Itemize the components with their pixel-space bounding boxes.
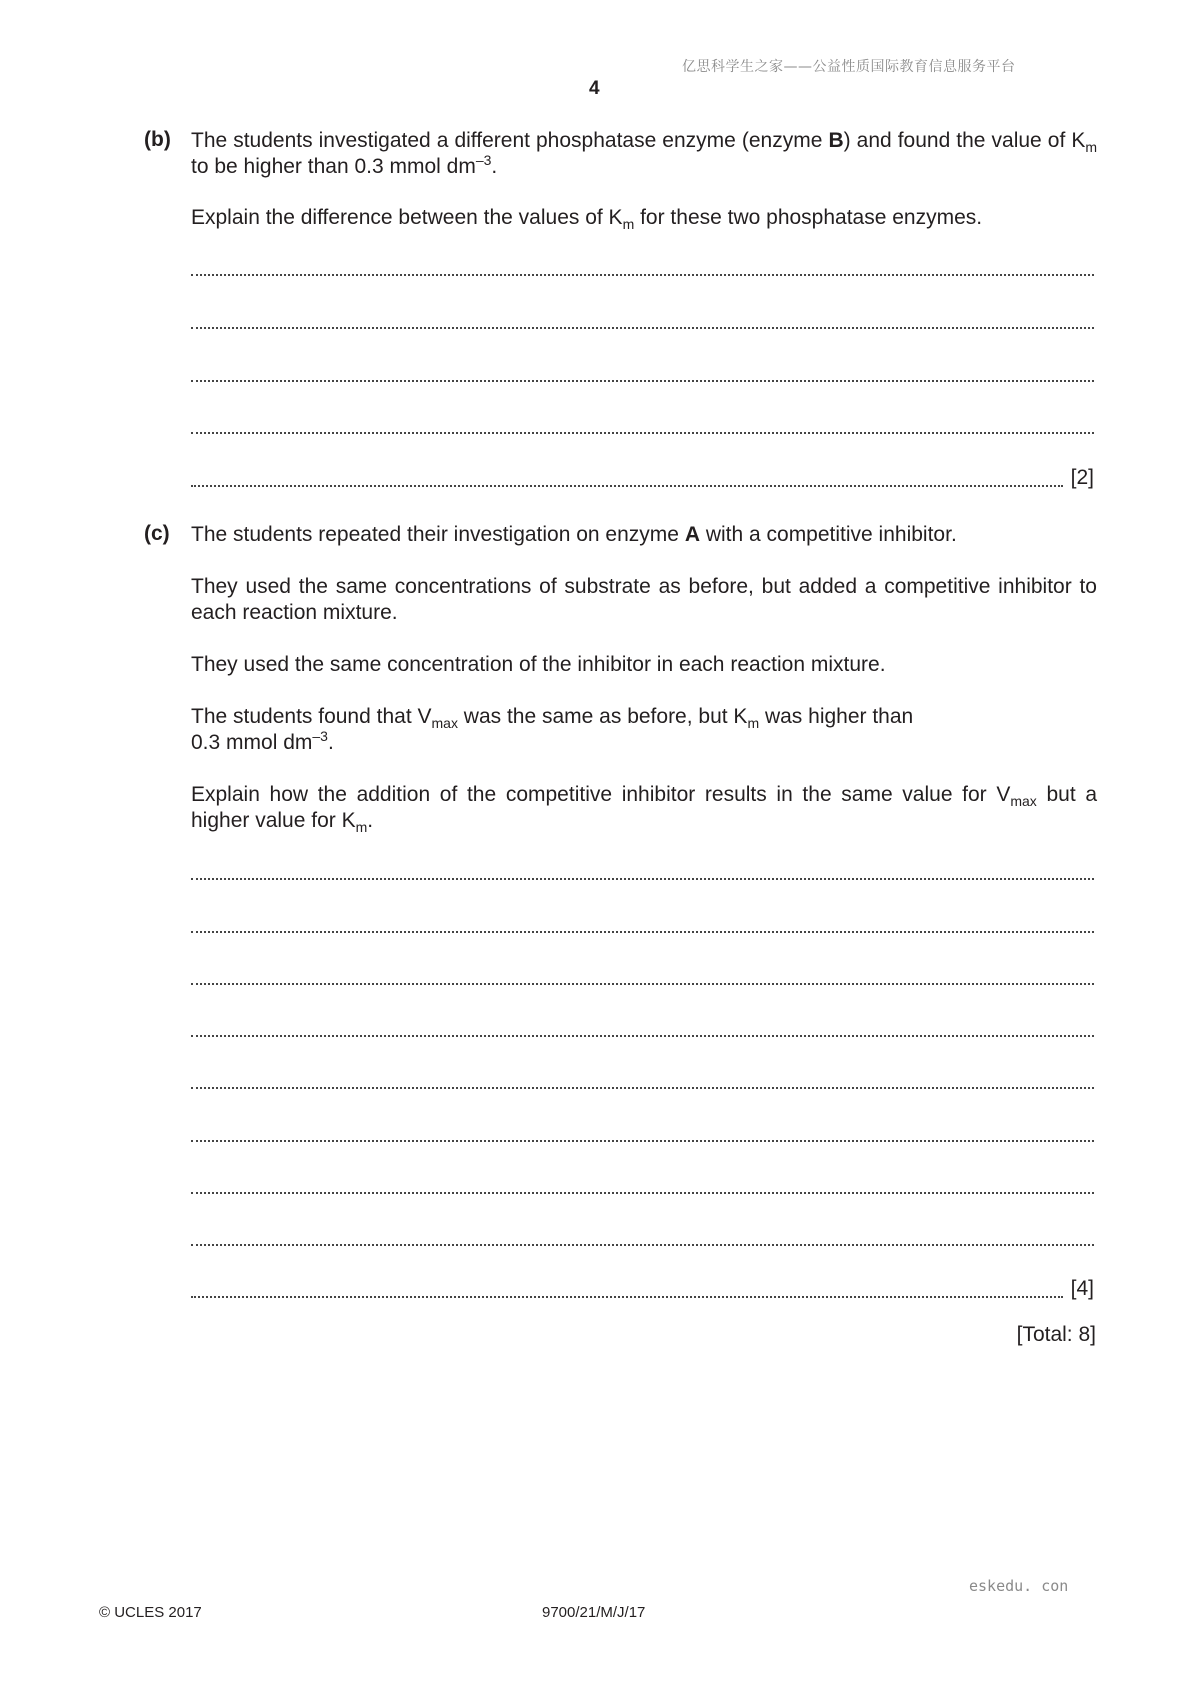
footer-watermark: eskedu. con — [969, 1577, 1069, 1595]
answer-line[interactable] — [191, 1176, 1094, 1200]
answer-line[interactable] — [191, 1277, 1094, 1304]
part-c-question: Explain how the addition of the competitive inhibitor results in the same value for $V_{max}$ but a higher value for $K_m$. — [191, 783, 1097, 835]
part-b-mark: [2] — [1070, 466, 1094, 489]
answer-line[interactable] — [191, 416, 1094, 440]
answer-line[interactable] — [191, 364, 1094, 388]
answer-line[interactable] — [191, 1228, 1094, 1252]
answer-line[interactable] — [191, 915, 1094, 939]
part-c-para-3: They used the same concentration of the inhibitor in each reaction mixture. — [191, 653, 886, 676]
part-c-para-4: The students found that $V_{max}$ was the same as before, but $K_m$ was higher than 0.3 mmol $dm^{-3}$. — [191, 705, 914, 754]
answer-line[interactable] — [191, 466, 1094, 493]
answer-line[interactable] — [191, 1071, 1094, 1095]
answer-line[interactable] — [191, 258, 1094, 282]
part-c-para-1: The students repeated their investigation on enzyme A with a competitive inhibitor. — [191, 523, 957, 546]
answer-line[interactable] — [191, 967, 1094, 991]
header-watermark: 亿思科学生之家——公益性质国际教育信息服务平台 — [682, 59, 1016, 75]
answer-line[interactable] — [191, 862, 1094, 886]
part-b-question: Explain the difference between the values of $K_m$ for these two phosphatase enzymes. — [191, 206, 983, 232]
part-c-para-2: They used the same concentrations of substrate as before, but added a competitive inhibitor to each reaction mixture. — [191, 575, 1097, 624]
total-marks: [Total: 8] — [1016, 1323, 1096, 1346]
part-b-label: (b) — [144, 128, 171, 151]
footer-paper-code: 9700/21/M/J/17 — [542, 1604, 646, 1621]
answer-line[interactable] — [191, 1019, 1094, 1043]
page-number: 4 — [589, 78, 600, 99]
answer-line[interactable] — [191, 311, 1094, 335]
footer-copyright: © UCLES 2017 — [99, 1604, 202, 1621]
part-b-intro: The students investigated a different phosphatase enzyme (enzyme B) and found the value of $K_m$ to be higher than 0.3 mmol $dm^{-3}$. — [191, 129, 1097, 178]
part-c-label: (c) — [144, 522, 170, 545]
answer-line[interactable] — [191, 1124, 1094, 1148]
part-c-mark: [4] — [1070, 1277, 1094, 1300]
